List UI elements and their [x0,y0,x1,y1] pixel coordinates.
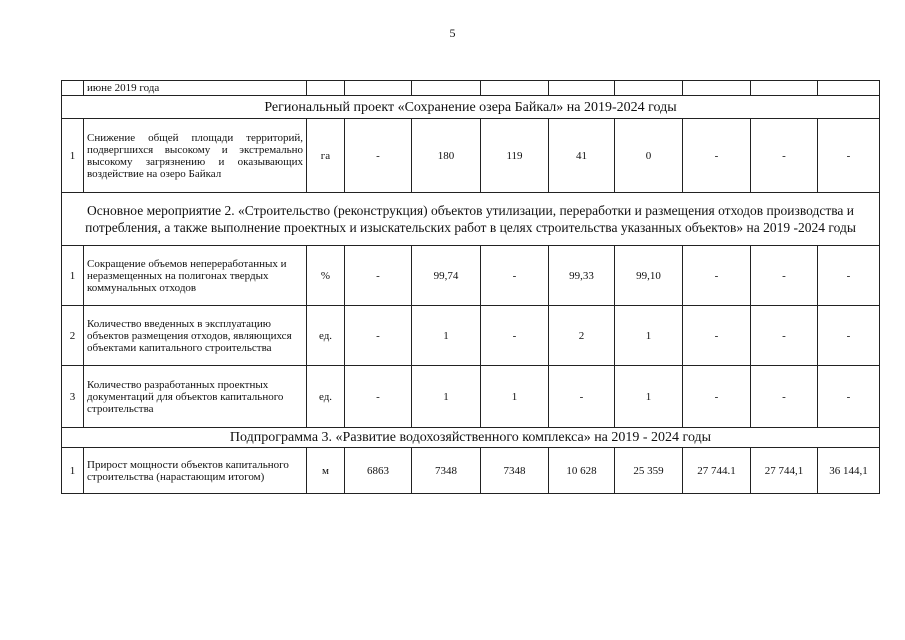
table-row [62,448,880,494]
value-cell [345,81,412,96]
value-cell: - [818,306,880,366]
value-cell: - [751,306,818,366]
value-cell: - [818,366,880,428]
unit-cell: % [307,246,345,306]
row-number: 1 [62,448,84,494]
value-cell: - [345,246,412,306]
table-row [62,119,880,193]
row-number: 2 [62,306,84,366]
value-cell: 7348 [481,448,549,494]
value-cell: - [683,306,751,366]
value-cell: 36 144,1 [818,448,880,494]
unit-cell: ед. [307,366,345,428]
page-number: 5 [449,26,456,40]
value-cell [549,81,615,96]
value-cell: 1 [481,366,549,428]
value-cell: 41 [549,119,615,193]
value-cell: - [818,119,880,193]
value-cell: - [345,366,412,428]
value-cell: - [345,119,412,193]
value-cell: 99,33 [549,246,615,306]
value-cell: 99,74 [412,246,481,306]
indicator-name: июне 2019 года [84,81,307,96]
value-cell [481,81,549,96]
value-cell: - [481,246,549,306]
value-cell: 7348 [412,448,481,494]
value-cell: 1 [615,306,683,366]
value-cell: 27 744.1 [683,448,751,494]
section-title-baikal: Региональный проект «Сохранение озера Байкал» на 2019-2024 годы [62,96,880,119]
value-cell: 180 [412,119,481,193]
row-number: 3 [62,366,84,428]
indicator-name: Количество разработанных проектных документаций для объектов капитального строительства [84,366,307,428]
unit-cell: га [307,119,345,193]
indicator-name: Сокращение объемов непереработанных и неразмещенных на полигонах твердых коммунальных отходов [84,246,307,306]
value-cell: - [549,366,615,428]
unit-cell: м [307,448,345,494]
section-title-event-2: Основное мероприятие 2. «Строительство (реконструкция) объектов утилизации, переработки и размещения отходов производства и потребления, а также выполнение проектных и изыскательских работ в целях строительства указанных объектов» на 2019 -2024 годы [62,193,880,246]
section-title-subprogram-3: Подпрограмма 3. «Развитие водохозяйственного комплекса» на 2019 - 2024 годы [62,428,880,448]
section-header-row [62,193,880,246]
value-cell: - [751,246,818,306]
value-cell: 6863 [345,448,412,494]
value-cell: - [751,119,818,193]
value-cell [683,81,751,96]
value-cell: - [683,119,751,193]
value-cell: 99,10 [615,246,683,306]
unit-cell [307,81,345,96]
value-cell: 1 [412,366,481,428]
value-cell: - [818,246,880,306]
value-cell: 2 [549,306,615,366]
value-cell: 25 359 [615,448,683,494]
row-number: 1 [62,246,84,306]
value-cell: 1 [615,366,683,428]
table-row [62,246,880,306]
value-cell: - [683,366,751,428]
indicator-name: Количество введенных в эксплуатацию объектов размещения отходов, являющихся объектами капитального строительства [84,306,307,366]
value-cell: - [751,366,818,428]
indicator-name: Прирост мощности объектов капитального строительства (нарастающим итогом) [84,448,307,494]
value-cell [751,81,818,96]
table-row [62,366,880,428]
value-cell: 27 744,1 [751,448,818,494]
value-cell [818,81,880,96]
value-cell [412,81,481,96]
value-cell: - [683,246,751,306]
unit-cell: ед. [307,306,345,366]
row-number [62,81,84,96]
value-cell: 0 [615,119,683,193]
value-cell [615,81,683,96]
value-cell: 10 628 [549,448,615,494]
table-row [62,306,880,366]
indicator-name: Снижение общей площади территорий, подвергшихся высокому и экстремально высокому загрязнению и оказывающих воздействие на озеро Байкал [84,119,307,193]
value-cell: - [345,306,412,366]
table-row-carry-over [62,81,880,96]
indicators-table [61,80,880,494]
value-cell: 119 [481,119,549,193]
row-number: 1 [62,119,84,193]
section-header-row [62,96,880,119]
value-cell: - [481,306,549,366]
section-header-row [62,428,880,448]
value-cell: 1 [412,306,481,366]
